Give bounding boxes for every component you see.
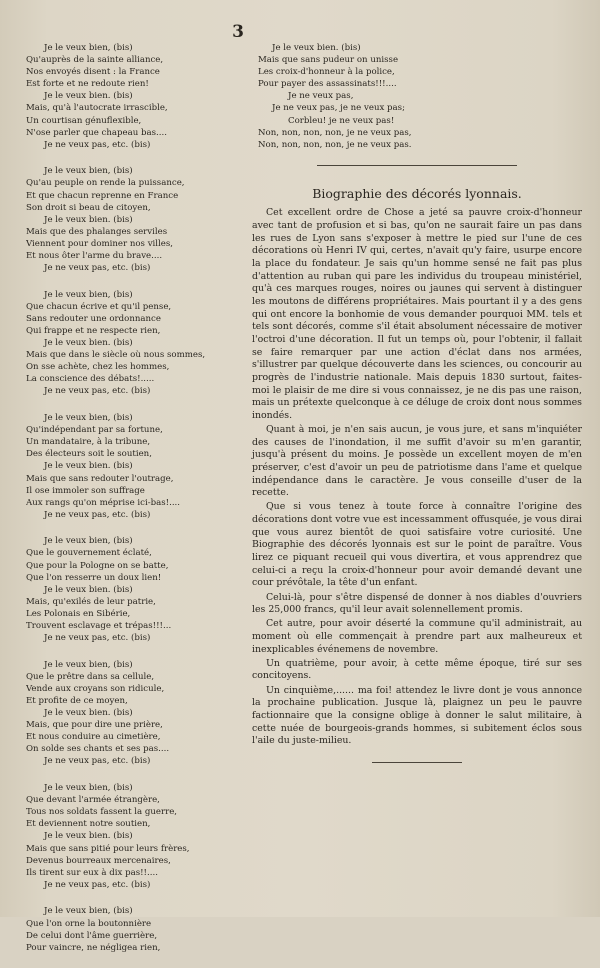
poem-stanza <box>26 659 240 768</box>
article-paragraph: Cet excellent ordre de Chose a jeté sa pauvre croix-d'honneur avec tant de profusion et si bas, qu'on ne saurait faire un pas dans les rues de Lyon sans s'exposer à mettre le pied sur l'une de ces décorations où Henri IV qui, certes, n'avait qu'y faire, usurpe encore la place du fondateur. Je sais qu'un homme sensé ne fait pas plus d'attention au ruban qui pare les individus du troupeau ministériel, qu'à ces marques rouges, noires ou jaunes qui servent à distinguer les moutons de différens propriétaires. Mais pourtant il y a des gens qui ont encore la bonhomie de vous demander pourquoi MM. tels et tels sont décorés, comme s'il était absolument nécessaire de motiver l'octroi d'une décoration. Il fut un temps où, pour l'obtenir, il fallait se faire remarquer par une action d'éclat dans nos armées, s'illustrer par quelque découverte dans les sciences, ou concourir au progrès de l'industrie nationale. Mais depuis 1830 surtout, faites-moi le plaisir de me dire si vous connaissez, je ne dis pas une raison, mais un prétexte quelconque à ce déluge de croix dont nous sommes inondés. <box>252 207 582 421</box>
verse-line: Je ne veux pas, etc. (bis) <box>44 509 151 520</box>
verse-line: Mais, qu'exilés de leur patrie, <box>26 596 156 607</box>
verse-line: Sans redouter une ordonnance <box>26 313 161 324</box>
verse-line: Je ne veux pas, etc. (bis) <box>44 263 151 274</box>
verse-line: Je ne veux pas, etc. (bis) <box>44 879 151 890</box>
verse-line: Corbleu! je ne veux pas! <box>288 115 395 126</box>
poem-stanza <box>26 165 240 274</box>
verse-line: Je le veux bien, (bis) <box>44 659 133 670</box>
article-title: Biographie des décorés lyonnais. <box>312 186 522 202</box>
poem-stanza <box>26 905 240 953</box>
verse-line: Nos envoyés disent : la France <box>26 67 160 78</box>
verse-line: Je ne veux pas, etc. (bis) <box>44 386 151 397</box>
verse-line: Je le veux bien, (bis) <box>44 906 133 917</box>
verse-line: Je le veux bien. (bis) <box>44 338 133 349</box>
verse-line: Que pour la Pologne on se batte, <box>26 560 169 571</box>
verse-line: On sse achète, chez les hommes, <box>26 362 170 373</box>
verse-line: Pour vaincre, ne négligea rien, <box>26 942 161 953</box>
right-column <box>252 42 582 763</box>
verse-line: Un mandataire, à la tribune, <box>26 437 151 448</box>
verse-line: Je ne veux pas, etc. (bis) <box>44 756 151 767</box>
left-column-poem <box>26 42 240 968</box>
poem-final-stanza <box>252 42 582 151</box>
verse-line: De celui dont l'âme guerrière, <box>26 930 158 941</box>
verse-line: Il ose immoler son suffrage <box>26 485 145 496</box>
verse-line: Ils tirent sur eux à dix pas!!.... <box>26 867 158 878</box>
verse-line: Je le veux bien. (bis) <box>44 708 133 719</box>
verse-line: Que chacun écrive et qu'il pense, <box>26 301 172 312</box>
verse-line: Je le veux bien, (bis) <box>44 413 133 424</box>
verse-line: Je le veux bien, (bis) <box>44 289 133 300</box>
verse-line: Que l'on orne la boutonnière <box>26 918 152 929</box>
verse-line: Je le veux bien. (bis) <box>272 43 361 53</box>
verse-line: Viennent pour dominer nos villes, <box>26 238 174 249</box>
verse-line: Mais que sans pitié pour leurs frères, <box>26 843 190 854</box>
article-paragraph: Cet autre, pour avoir déserté la commune qu'il administrait, au moment où elle commençait à prendre part aux malheureux et inexplicables événemens de novembre. <box>252 618 582 655</box>
verse-line: Je ne veux pas, etc. (bis) <box>44 633 151 644</box>
verse-line: Tous nos soldats fassent la guerre, <box>26 807 178 818</box>
title-rule <box>317 165 517 166</box>
verse-line: Des électeurs soit le soutien, <box>26 449 152 460</box>
verse-line: Qu'auprès de la sainte alliance, <box>26 55 164 66</box>
verse-line: Qu'indépendant par sa fortune, <box>26 425 163 436</box>
verse-line: Les croix-d'honneur à la police, <box>258 67 395 78</box>
verse-line: Mais que sans pudeur on unisse <box>258 55 399 66</box>
verse-line: Non, non, non, non, je ne veux pas. <box>258 139 412 150</box>
poem-stanza <box>26 535 240 644</box>
poem-stanza <box>26 782 240 891</box>
article-paragraph: Quant à moi, je n'en sais aucun, je vous jure, et sans m'inquiéter des causes de l'inondation, il me suffit d'avoir su m'en garantir, jusqu'à présent du moins. Je possède un excellent moyen de m'en préserver, c'est d'avoir un peu de patriotisme dans l'ame et quelque indépendance dans le caractère. Je vous conseille d'user de la recette. <box>252 424 582 499</box>
verse-line: On solde ses chants et ses pas.... <box>26 744 170 755</box>
verse-line: Et nous ôter l'arme du brave.... <box>26 251 163 261</box>
verse-line: Je ne veux pas, je ne veux pas; <box>272 103 405 114</box>
verse-line: Je le veux bien. (bis) <box>44 831 133 842</box>
verse-line: Est forte et ne redoute rien! <box>26 79 149 90</box>
verse-line: La conscience des débats!..... <box>26 374 155 385</box>
page-number: 3 <box>232 22 244 42</box>
verse-line: Qui frappe et ne respecte rien, <box>26 325 161 336</box>
verse-line: Je le veux bien. (bis) <box>44 91 133 102</box>
verse-line: Je ne veux pas, etc. (bis) <box>44 139 151 150</box>
verse-line: Aux rangs qu'on méprise ici-bas!.... <box>26 497 181 508</box>
verse-line: Je le veux bien, (bis) <box>44 166 133 177</box>
verse-line: Que l'on resserre un doux lien! <box>26 572 162 583</box>
verse-line: Mais que sans redouter l'outrage, <box>26 473 174 484</box>
verse-line: Les Polonais en Sibérie, <box>26 608 131 619</box>
verse-line: Mais, que pour dire une prière, <box>26 720 163 731</box>
verse-line: Trouvent esclavage et trépas!!!... <box>26 621 172 632</box>
verse-line: Mais, qu'à l'autocrate irrascible, <box>26 103 168 114</box>
verse-line: Et deviennent notre soutien, <box>26 819 151 830</box>
end-rule <box>372 762 462 763</box>
verse-line: Que le gouvernement éclaté, <box>26 548 152 559</box>
verse-line: Je le veux bien, (bis) <box>44 783 133 794</box>
poem-stanza <box>26 42 240 151</box>
verse-line: Non, non, non, non, je ne veux pas, <box>258 127 412 138</box>
poem-stanza <box>26 289 240 398</box>
verse-line: Je le veux bien. (bis) <box>44 584 133 595</box>
verse-line: Je ne veux pas, <box>288 91 354 102</box>
verse-line: Mais que dans le siècle où nous sommes, <box>26 350 206 361</box>
verse-line: Je le veux bien, (bis) <box>44 43 133 53</box>
article-paragraph: Un quatrième, pour avoir, à cette même époque, tiré sur ses concitoyens. <box>252 657 582 682</box>
verse-line: Je le veux bien. (bis) <box>44 461 133 472</box>
verse-line: N'ose parler que chapeau bas.... <box>26 127 167 138</box>
verse-line: Pour payer des assassinats!!!.... <box>258 79 397 90</box>
article-paragraph: Celui-là, pour s'être dispensé de donner à nos diables d'ouvriers les 25,000 francs, qu'il leur avait solennellement promis. <box>252 591 582 616</box>
verse-line: Que le prêtre dans sa cellule, <box>26 671 155 682</box>
article-paragraph: Que si vous tenez à toute force à connaître l'origine des décorations dont votre vue est incessamment offusquée, je vous dirai que vous aurez bientôt de quoi satisfaire votre curiosité. Une Biographie des décorés lyonnais est sur le point de paraître. Vous lirez ce piquant recueil qui vous divertira, et vous apprendrez que celui-ci a reçu la croix-d'honneur pour avoir demandé devant une cour prévôtale, la tête d'un enfant. <box>252 501 582 589</box>
verse-line: Je le veux bien. (bis) <box>44 214 133 225</box>
verse-line: Que devant l'armée étrangère, <box>26 795 160 806</box>
verse-line: Qu'au peuple on rende la puissance, <box>26 178 185 189</box>
verse-line: Je le veux bien, (bis) <box>44 536 133 547</box>
verse-line: Vende aux croyans son ridicule, <box>26 683 165 694</box>
verse-line: Son droit si beau de citoyen, <box>26 202 151 213</box>
verse-line: Et profite de ce moyen, <box>26 696 128 706</box>
verse-line: Un courtisan génuflexible, <box>26 115 142 126</box>
verse-line: Mais que des phalanges serviles <box>26 226 168 237</box>
verse-line: Et que chacun reprenne en France <box>26 190 179 201</box>
verse-line: Devenus bourreaux mercenaires, <box>26 855 171 866</box>
poem-stanza <box>26 412 240 521</box>
article-body <box>252 207 582 748</box>
article-paragraph: Un cinquième,...... ma foi! attendez le livre dont je vous annonce la prochaine publication. Jusque là, plaignez un peu le pauvre factionnaire que la consigne oblige à donner le salut militaire, à cette nuée de bourgeois-grands hommes, si subitement éclos sous l'aile du juste-milieu. <box>252 684 582 747</box>
verse-line: Et nous conduire au cimetière, <box>26 732 161 743</box>
